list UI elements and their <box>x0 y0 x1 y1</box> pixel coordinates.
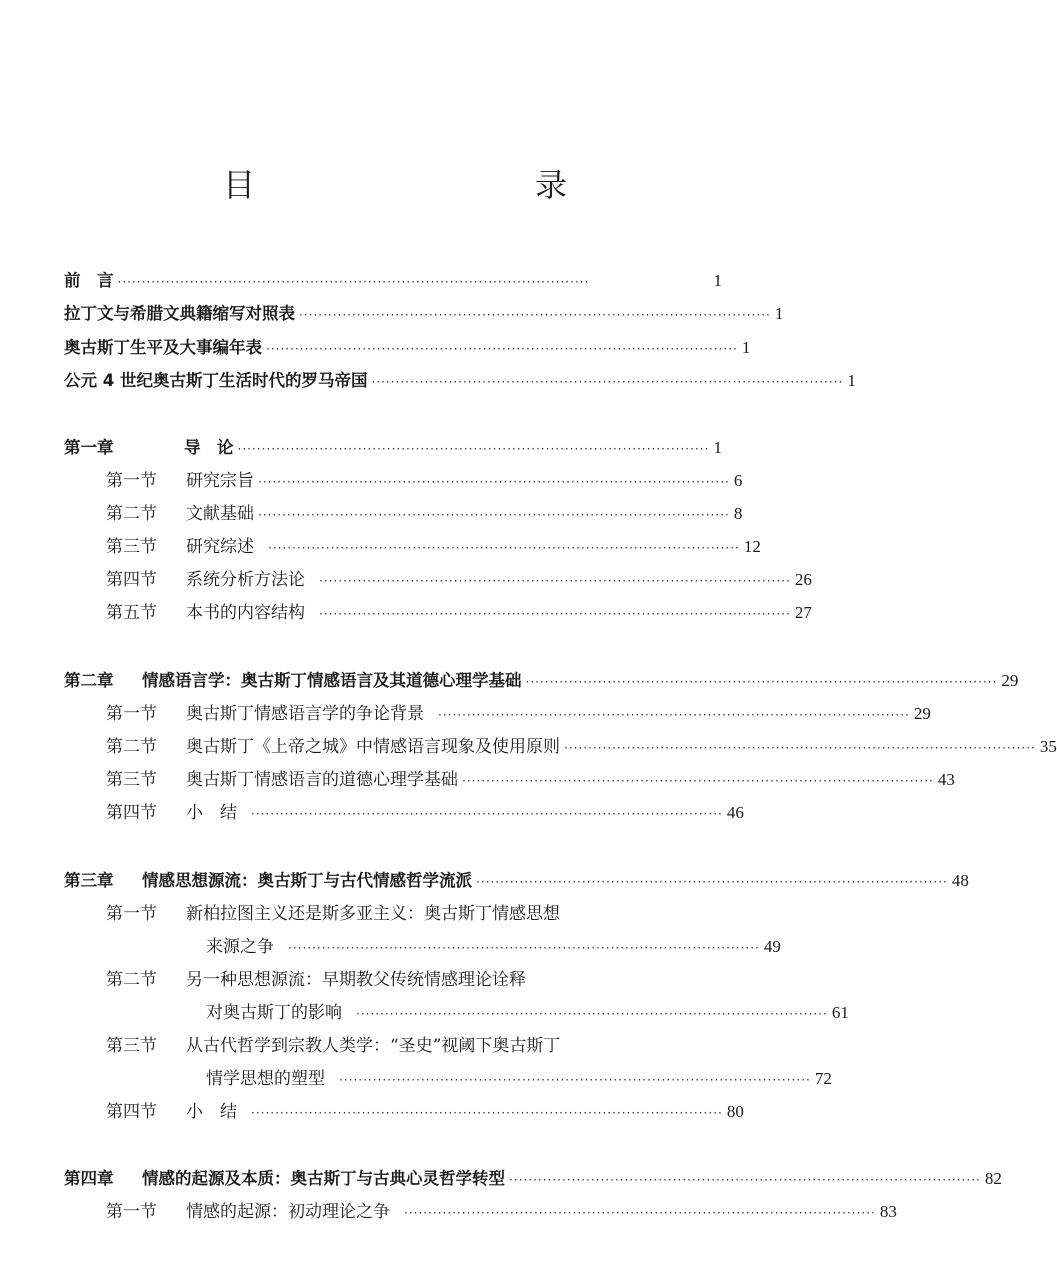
section-title-line1: 从古代哲学到宗教人类学：“圣史”视阈下奥古斯丁 <box>186 1036 561 1056</box>
dot-leader: ·································································································· <box>117 275 590 289</box>
dot-leader: ·································································································· <box>251 1106 723 1120</box>
toc-chapter-1[interactable] <box>64 435 722 462</box>
toc-entry-preface[interactable] <box>64 268 722 295</box>
page-number: 8 <box>733 504 743 523</box>
dot-leader: ·································································································· <box>462 774 934 788</box>
section-title: 文献基础 <box>186 504 254 524</box>
chapter-label: 第三章 <box>64 871 114 890</box>
toc-section-3-4[interactable] <box>106 1099 744 1126</box>
dot-leader: ·································································································· <box>258 475 730 489</box>
chapter-label: 第二章 <box>64 671 114 690</box>
section-title: 研究综述 <box>186 537 254 557</box>
page-number: 61 <box>831 1003 849 1022</box>
chapter-title: 情感语言学：奥古斯丁情感语言及其道德心理学基础 <box>142 671 522 690</box>
section-title-line2: 情学思想的塑型 <box>206 1069 325 1089</box>
dot-leader: ·································································································· <box>266 342 738 356</box>
section-label: 第四节 <box>106 570 157 590</box>
toc-entry-label: 公元 4 世纪奥古斯丁生活时代的罗马帝国 <box>64 371 368 390</box>
toc-entry-chronology[interactable] <box>64 335 751 362</box>
dot-leader: ·································································································· <box>371 375 844 389</box>
toc-chapter-2[interactable] <box>64 668 1019 695</box>
section-label: 第四节 <box>106 803 157 823</box>
page-number: 83 <box>879 1202 897 1221</box>
toc-section-2-4[interactable] <box>106 800 744 827</box>
page-number: 1 <box>713 271 722 290</box>
toc-entry-roman-empire[interactable] <box>64 368 856 395</box>
section-title: 系统分析方法论 <box>186 570 305 590</box>
page-number: 29 <box>1001 671 1019 690</box>
page-number: 1 <box>741 338 751 357</box>
section-title: 本书的内容结构 <box>186 603 305 623</box>
dot-leader: ·································································································· <box>438 708 910 722</box>
page-number: 1 <box>774 304 784 323</box>
section-title-line2: 对奥古斯丁的影响 <box>206 1003 342 1023</box>
toc-chapter-3[interactable] <box>64 868 969 895</box>
page-number: 43 <box>937 770 955 789</box>
section-title: 奥古斯丁情感语言学的争论背景 <box>186 704 424 724</box>
page-number: 82 <box>984 1169 1002 1188</box>
section-title-line1: 新柏拉图主义还是斯多亚主义：奥古斯丁情感思想 <box>186 904 560 924</box>
dot-leader: ·································································································· <box>525 675 998 689</box>
section-title-line1: 另一种思想源流：早期教父传统情感理论诠释 <box>186 970 526 990</box>
toc-section-1-2[interactable] <box>106 501 743 528</box>
toc-section-3-2-cont[interactable] <box>206 1000 849 1027</box>
section-label: 第二节 <box>106 504 157 524</box>
section-label: 第一节 <box>106 904 157 924</box>
dot-leader: ·································································································· <box>356 1007 828 1021</box>
dot-leader: ·································································································· <box>319 607 791 621</box>
chapter-title: 导 论 <box>184 438 234 457</box>
dot-leader: ·································································································· <box>476 875 948 889</box>
page-number: 6 <box>733 471 743 490</box>
toc-section-1-1[interactable] <box>106 468 743 495</box>
page-number: 1 <box>847 371 856 390</box>
section-label: 第三节 <box>106 1036 157 1056</box>
dot-leader: ·································································································· <box>299 308 771 322</box>
dot-leader: ·································································································· <box>564 741 1036 755</box>
section-label: 第五节 <box>106 603 157 623</box>
section-title-line2: 来源之争 <box>206 937 274 957</box>
page-number: 35 <box>1039 737 1057 756</box>
toc-entry-label: 拉丁文与希腊文典籍缩写对照表 <box>64 304 295 323</box>
dot-leader: ·································································································· <box>268 541 740 555</box>
dot-leader: ·································································································· <box>509 1173 981 1187</box>
toc-section-2-3[interactable] <box>106 767 955 794</box>
section-title: 小 结 <box>186 803 237 823</box>
toc-section-3-2[interactable] <box>106 967 526 993</box>
toc-entry-label: 前 言 <box>64 271 114 290</box>
page-number: 80 <box>726 1102 744 1121</box>
toc-section-2-2[interactable] <box>106 734 1057 761</box>
section-title: 小 结 <box>186 1102 237 1122</box>
toc-section-3-1[interactable] <box>106 901 560 927</box>
page-number: 26 <box>794 570 812 589</box>
toc-entry-label: 奥古斯丁生平及大事编年表 <box>64 338 262 357</box>
toc-section-1-5[interactable] <box>106 600 812 627</box>
section-label: 第一节 <box>106 471 157 491</box>
section-label: 第二节 <box>106 970 157 990</box>
toc-section-1-4[interactable] <box>106 567 812 594</box>
dot-leader: ·································································································· <box>288 941 760 955</box>
dot-leader: ·································································································· <box>237 442 710 456</box>
page-number: 49 <box>763 937 781 956</box>
dot-leader: ·································································································· <box>404 1206 876 1220</box>
section-label: 第四节 <box>106 1102 157 1122</box>
section-title: 奥古斯丁情感语言的道德心理学基础 <box>186 770 458 790</box>
section-label: 第三节 <box>106 537 157 557</box>
chapter-label: 第四章 <box>64 1169 114 1188</box>
page-number: 12 <box>743 537 761 556</box>
toc-section-3-3-cont[interactable] <box>206 1066 832 1093</box>
dot-leader: ·································································································· <box>319 574 791 588</box>
page-title: 目 录 <box>222 166 639 204</box>
section-title: 研究宗旨 <box>186 471 254 491</box>
toc-entry-abbreviations[interactable] <box>64 301 784 328</box>
chapter-title: 情感的起源及本质：奥古斯丁与古典心灵哲学转型 <box>142 1169 505 1188</box>
toc-section-4-1[interactable] <box>106 1199 897 1226</box>
toc-section-3-3[interactable] <box>106 1033 560 1059</box>
page-number: 46 <box>726 803 744 822</box>
toc-section-3-1-cont[interactable] <box>206 934 781 961</box>
page-number: 48 <box>951 871 969 890</box>
page-number: 1 <box>713 438 722 457</box>
section-title: 奥古斯丁《上帝之城》中情感语言现象及使用原则 <box>186 737 560 757</box>
toc-section-2-1[interactable] <box>106 701 931 728</box>
toc-chapter-4[interactable] <box>64 1166 1002 1193</box>
dot-leader: ·································································································· <box>339 1073 811 1087</box>
chapter-title: 情感思想源流：奥古斯丁与古代情感哲学流派 <box>142 871 472 890</box>
section-label: 第二节 <box>106 737 157 757</box>
page-number: 29 <box>913 704 931 723</box>
section-label: 第三节 <box>106 770 157 790</box>
dot-leader: ·································································································· <box>251 807 723 821</box>
page-number: 27 <box>794 603 812 622</box>
toc-section-1-3[interactable] <box>106 534 761 561</box>
section-label: 第一节 <box>106 704 157 724</box>
section-title: 情感的起源：初动理论之争 <box>186 1202 390 1222</box>
chapter-label: 第一章 <box>64 438 114 457</box>
section-label: 第一节 <box>106 1202 157 1222</box>
page-number: 72 <box>814 1069 832 1088</box>
dot-leader: ·································································································· <box>258 508 730 522</box>
